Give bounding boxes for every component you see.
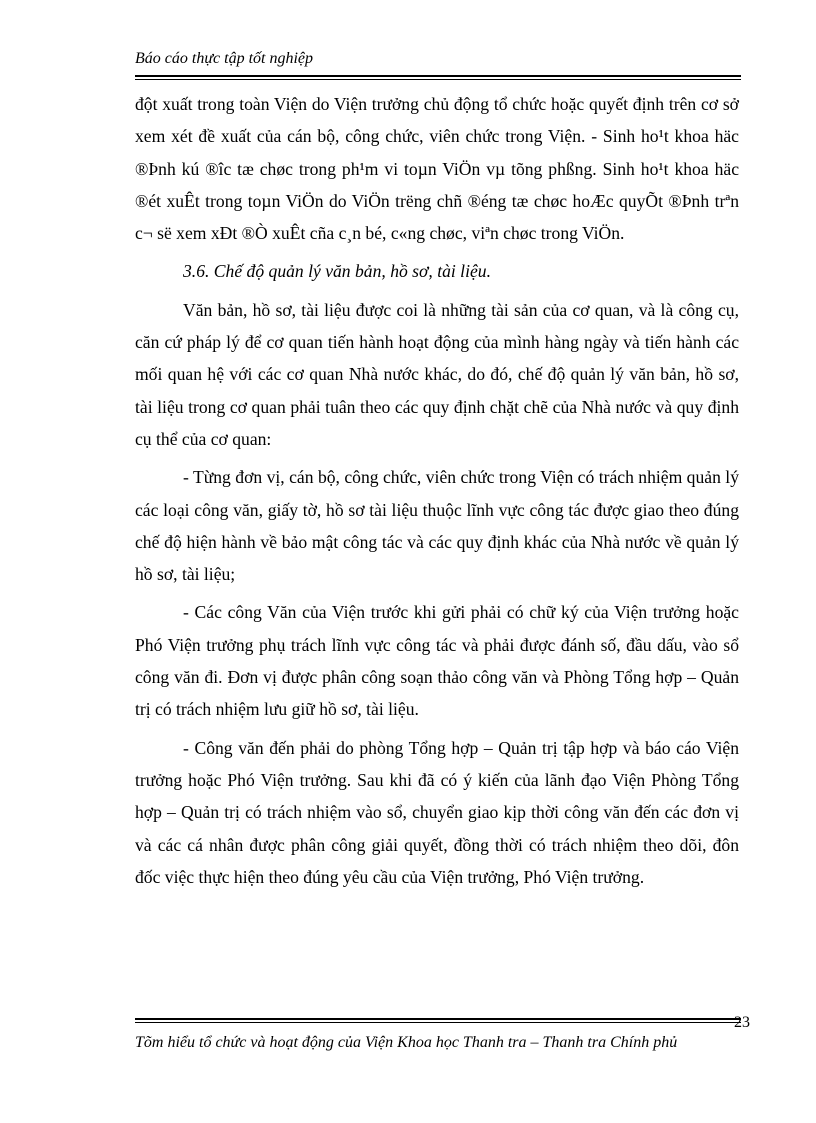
paragraph: Văn bản, hồ sơ, tài liệu được coi là những tài sản của cơ quan, và là công cụ, căn cứ pháp lý để cơ quan tiến hành hoạt động của mình hàng ngày và tiến hành các mối quan hệ với các cơ quan Nhà nước khác, do đó, chế độ quản lý văn bản, hồ sơ, tài liệu trong cơ quan phải tuân theo các quy định chặt chẽ của Nhà nước và quy định cụ thể của cơ quan:	[135, 299, 739, 449]
running-footer: Tõm hiểu tổ chức và hoạt động của Viện Khoa học Thanh tra – Thanh tra Chính phủ	[135, 1034, 678, 1051]
list-item: - Công văn đến phải do phòng Tổng hợp – Quản trị tập hợp và báo cáo Viện trưởng hoặc Phó Viện trưởng. Sau khi đã có ý kiến của lãnh đạo Viện Phòng Tổng hợp – Quản trị có trách nhiệm vào sổ, chuyển giao kịp thời công văn đến các đơn vị và các cá nhân được phân công giải quyết, đồng thời có trách nhiệm theo dõi, đôn đốc việc thực hiện theo đúng yêu cầu của Viện trưởng, Phó Viện trưởng.	[135, 737, 739, 887]
list-item: - Các công Văn của Viện trước khi gửi phải có chữ ký của Viện trưởng hoặc Phó Viện trưởng phụ trách lĩnh vực công tác và phải được đánh số, đầu dấu, vào sổ công văn đi. Đơn vị được phân công soạn thảo công văn và Phòng Tổng hợp – Quản trị có trách nhiệm lưu giữ hồ sơ, tài liệu.	[135, 602, 739, 720]
page-number: 23	[734, 1014, 750, 1031]
list-item: - Từng đơn vị, cán bộ, công chức, viên chức trong Viện có trách nhiệm quản lý các loại công văn, giấy tờ, hồ sơ tài liệu thuộc lĩnh vực công tác được giao theo đúng chế độ hiện hành về bảo mật công tác và các quy định khác của Nhà nước về quản lý hồ sơ, tài liệu;	[135, 467, 739, 585]
document-body	[135, 88, 739, 893]
paragraph-continuation: đột xuất trong toàn Viện do Viện trưởng chủ động tổ chức hoặc quyết định trên cơ sở xem xét đề xuất của cán bộ, công chức, viên chức trong Viện. - Sinh ho¹t khoa häc ®Þnh kú ®îc tæ chøc trong ph¹m vi toµn ViÖn vµ tõng phßng. Sinh ho¹t khoa häc ®ét xuÊt trong toµn ViÖn do ViÖn trëng chñ ®éng tæ chøc hoÆc quyÕt ®Þnh trªn c¬ së xem xÐt ®Ò xuÊt cña c¸n bé, c«ng chøc, viªn chøc trong ViÖn.	[135, 94, 739, 244]
section-heading: 3.6. Chế độ quản lý văn bản, hồ sơ, tài liệu.	[183, 261, 491, 282]
running-header: Báo cáo thực tập tốt nghiệp	[135, 50, 314, 67]
footer-rule	[135, 1018, 741, 1023]
header-rule	[135, 75, 741, 80]
